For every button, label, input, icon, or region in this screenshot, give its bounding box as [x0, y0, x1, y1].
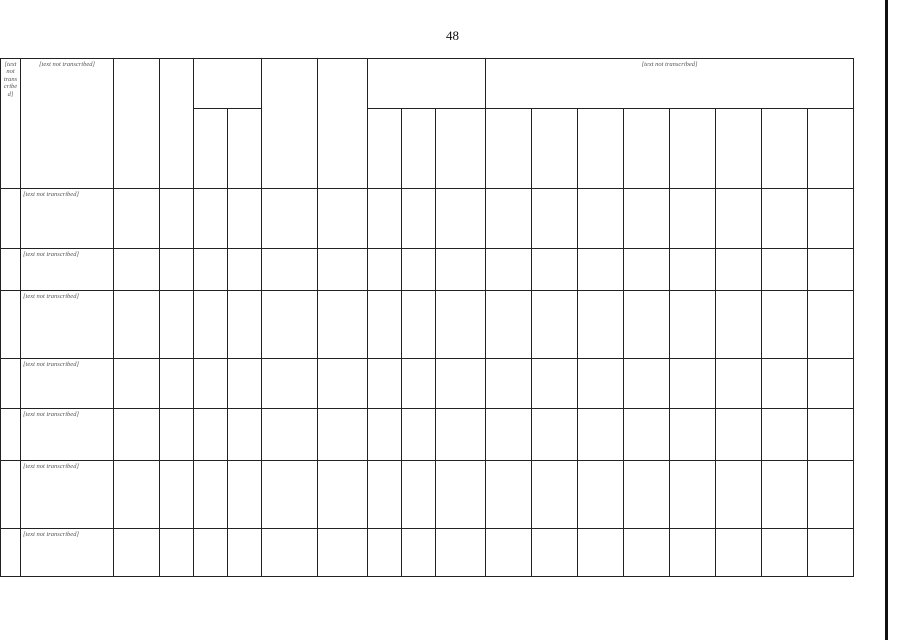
- table-row: [1, 529, 854, 577]
- table-cell: [194, 291, 228, 359]
- table-row: [1, 291, 854, 359]
- header-cell: [262, 59, 318, 189]
- table-cell: [436, 529, 486, 577]
- table-cell: [text not transcribed]: [21, 291, 114, 359]
- table-cell: [368, 249, 402, 291]
- table-cell: [624, 529, 670, 577]
- table-cell: [716, 249, 762, 291]
- table-cell: [716, 461, 762, 529]
- table-cell: [716, 529, 762, 577]
- table-cell: [262, 461, 318, 529]
- header-cell: [532, 109, 578, 189]
- table-cell: [716, 409, 762, 461]
- table-cell: [194, 249, 228, 291]
- table-cell: [262, 249, 318, 291]
- table-cell: [670, 359, 716, 409]
- header-cell: [762, 109, 808, 189]
- table-cell: [1, 359, 21, 409]
- table-cell: [114, 291, 160, 359]
- table-cell: [716, 359, 762, 409]
- table-cell: [716, 291, 762, 359]
- table-cell: [624, 249, 670, 291]
- table-cell: [578, 189, 624, 249]
- header-cell: [670, 109, 716, 189]
- financing-table: [0, 58, 854, 577]
- header-cell: [160, 59, 194, 189]
- table-cell: [402, 461, 436, 529]
- table-row: [1, 189, 854, 249]
- table-cell: [762, 249, 808, 291]
- table-cell: [578, 529, 624, 577]
- header-cell: [228, 109, 262, 189]
- table-cell: [160, 529, 194, 577]
- table-cell: [228, 461, 262, 529]
- table-cell: [228, 409, 262, 461]
- table-row: [1, 359, 854, 409]
- header-cell: [368, 109, 402, 189]
- table-row: [1, 461, 854, 529]
- table-cell: [262, 291, 318, 359]
- table-cell: [228, 249, 262, 291]
- table-cell: [486, 249, 532, 291]
- table-cell: [194, 189, 228, 249]
- table-cell: [160, 409, 194, 461]
- table-cell: [624, 461, 670, 529]
- table-cell: [262, 409, 318, 461]
- header-cell: [578, 109, 624, 189]
- table-cell: [318, 291, 368, 359]
- table-cell: [318, 249, 368, 291]
- table-cell: [194, 359, 228, 409]
- table-cell: [578, 461, 624, 529]
- table-cell: [808, 291, 854, 359]
- table-cell: [1, 291, 21, 359]
- table-cell: [402, 189, 436, 249]
- table-cell: [670, 189, 716, 249]
- table-cell: [318, 409, 368, 461]
- table-cell: [532, 189, 578, 249]
- header-cell: [text not transcribed]: [21, 59, 114, 189]
- table-row: [1, 249, 854, 291]
- table-cell: [114, 529, 160, 577]
- table-cell: [402, 529, 436, 577]
- table-cell: [486, 189, 532, 249]
- table-cell: [114, 249, 160, 291]
- table-cell: [318, 461, 368, 529]
- table-cell: [262, 359, 318, 409]
- table-cell: [318, 359, 368, 409]
- header-cell: [318, 59, 368, 189]
- table-cell: [532, 249, 578, 291]
- table-cell: [808, 359, 854, 409]
- table-cell: [578, 409, 624, 461]
- table-cell: [624, 291, 670, 359]
- table-cell: [716, 189, 762, 249]
- table-cell: [436, 359, 486, 409]
- page-number: 48: [446, 28, 459, 43]
- header-cell: [text not transcribed]: [486, 59, 854, 109]
- table-cell: [436, 409, 486, 461]
- table-cell: [160, 359, 194, 409]
- table-cell: [194, 529, 228, 577]
- table-cell: [160, 291, 194, 359]
- table-cell: [486, 359, 532, 409]
- table-cell: [text not transcribed]: [21, 359, 114, 409]
- table-cell: [532, 291, 578, 359]
- table-cell: [text not transcribed]: [21, 461, 114, 529]
- table-cell: [532, 529, 578, 577]
- header-cell: [716, 109, 762, 189]
- table-cell: [318, 529, 368, 577]
- header-cell: [624, 109, 670, 189]
- table-cell: [486, 409, 532, 461]
- header-cell: [194, 59, 262, 109]
- table-cell: [262, 529, 318, 577]
- header-cell: [368, 59, 486, 109]
- header-cell: [194, 109, 228, 189]
- table-cell: [text not transcribed]: [21, 249, 114, 291]
- table-cell: [762, 291, 808, 359]
- table-cell: [114, 359, 160, 409]
- table-cell: [368, 461, 402, 529]
- table-cell: [228, 291, 262, 359]
- table-cell: [762, 409, 808, 461]
- table-cell: [808, 249, 854, 291]
- table-cell: [808, 189, 854, 249]
- table-cell: [194, 461, 228, 529]
- header-cell: [402, 109, 436, 189]
- table-cell: [578, 291, 624, 359]
- table-cell: [text not transcribed]: [21, 529, 114, 577]
- table-cell: [670, 461, 716, 529]
- table-cell: [436, 189, 486, 249]
- table-cell: [262, 189, 318, 249]
- table-cell: [670, 409, 716, 461]
- table-cell: [1, 409, 21, 461]
- header-cell: [114, 59, 160, 189]
- table-cell: [text not transcribed]: [21, 189, 114, 249]
- table-cell: [368, 529, 402, 577]
- table-cell: [670, 291, 716, 359]
- table-cell: [194, 409, 228, 461]
- table-cell: [486, 291, 532, 359]
- table-cell: [436, 249, 486, 291]
- table-cell: [228, 189, 262, 249]
- table-cell: [624, 359, 670, 409]
- table-cell: [808, 461, 854, 529]
- table-row: [1, 409, 854, 461]
- table-cell: [486, 529, 532, 577]
- table-cell: [114, 409, 160, 461]
- table-cell: [318, 189, 368, 249]
- table-cell: [808, 529, 854, 577]
- table-cell: [368, 409, 402, 461]
- table-cell: [436, 461, 486, 529]
- table-cell: [670, 249, 716, 291]
- table-cell: [762, 189, 808, 249]
- table-cell: [402, 409, 436, 461]
- table-cell: [578, 359, 624, 409]
- table-cell: [486, 461, 532, 529]
- table-cell: [762, 359, 808, 409]
- table-cell: [624, 189, 670, 249]
- table-cell: [368, 359, 402, 409]
- table-cell: [160, 189, 194, 249]
- table-cell: [1, 249, 21, 291]
- table-cell: [1, 529, 21, 577]
- table-cell: [762, 461, 808, 529]
- header-cell: [808, 109, 854, 189]
- table-cell: [368, 189, 402, 249]
- header-cell: [text not transcribed]: [1, 59, 21, 189]
- page-edge-rule: [885, 0, 888, 640]
- table-cell: [808, 409, 854, 461]
- table-cell: [text not transcribed]: [21, 409, 114, 461]
- table-cell: [114, 461, 160, 529]
- table-cell: [1, 189, 21, 249]
- table-cell: [114, 189, 160, 249]
- table-cell: [402, 249, 436, 291]
- table-cell: [402, 359, 436, 409]
- table-cell: [762, 529, 808, 577]
- table-cell: [532, 359, 578, 409]
- table-cell: [228, 359, 262, 409]
- table-cell: [670, 529, 716, 577]
- table-cell: [1, 461, 21, 529]
- table-cell: [368, 291, 402, 359]
- table-cell: [228, 529, 262, 577]
- table-cell: [532, 409, 578, 461]
- table-cell: [578, 249, 624, 291]
- header-cell: [436, 109, 486, 189]
- table-cell: [160, 461, 194, 529]
- table-cell: [160, 249, 194, 291]
- header-cell: [486, 109, 532, 189]
- table-cell: [436, 291, 486, 359]
- table-cell: [402, 291, 436, 359]
- table-cell: [624, 409, 670, 461]
- table-cell: [532, 461, 578, 529]
